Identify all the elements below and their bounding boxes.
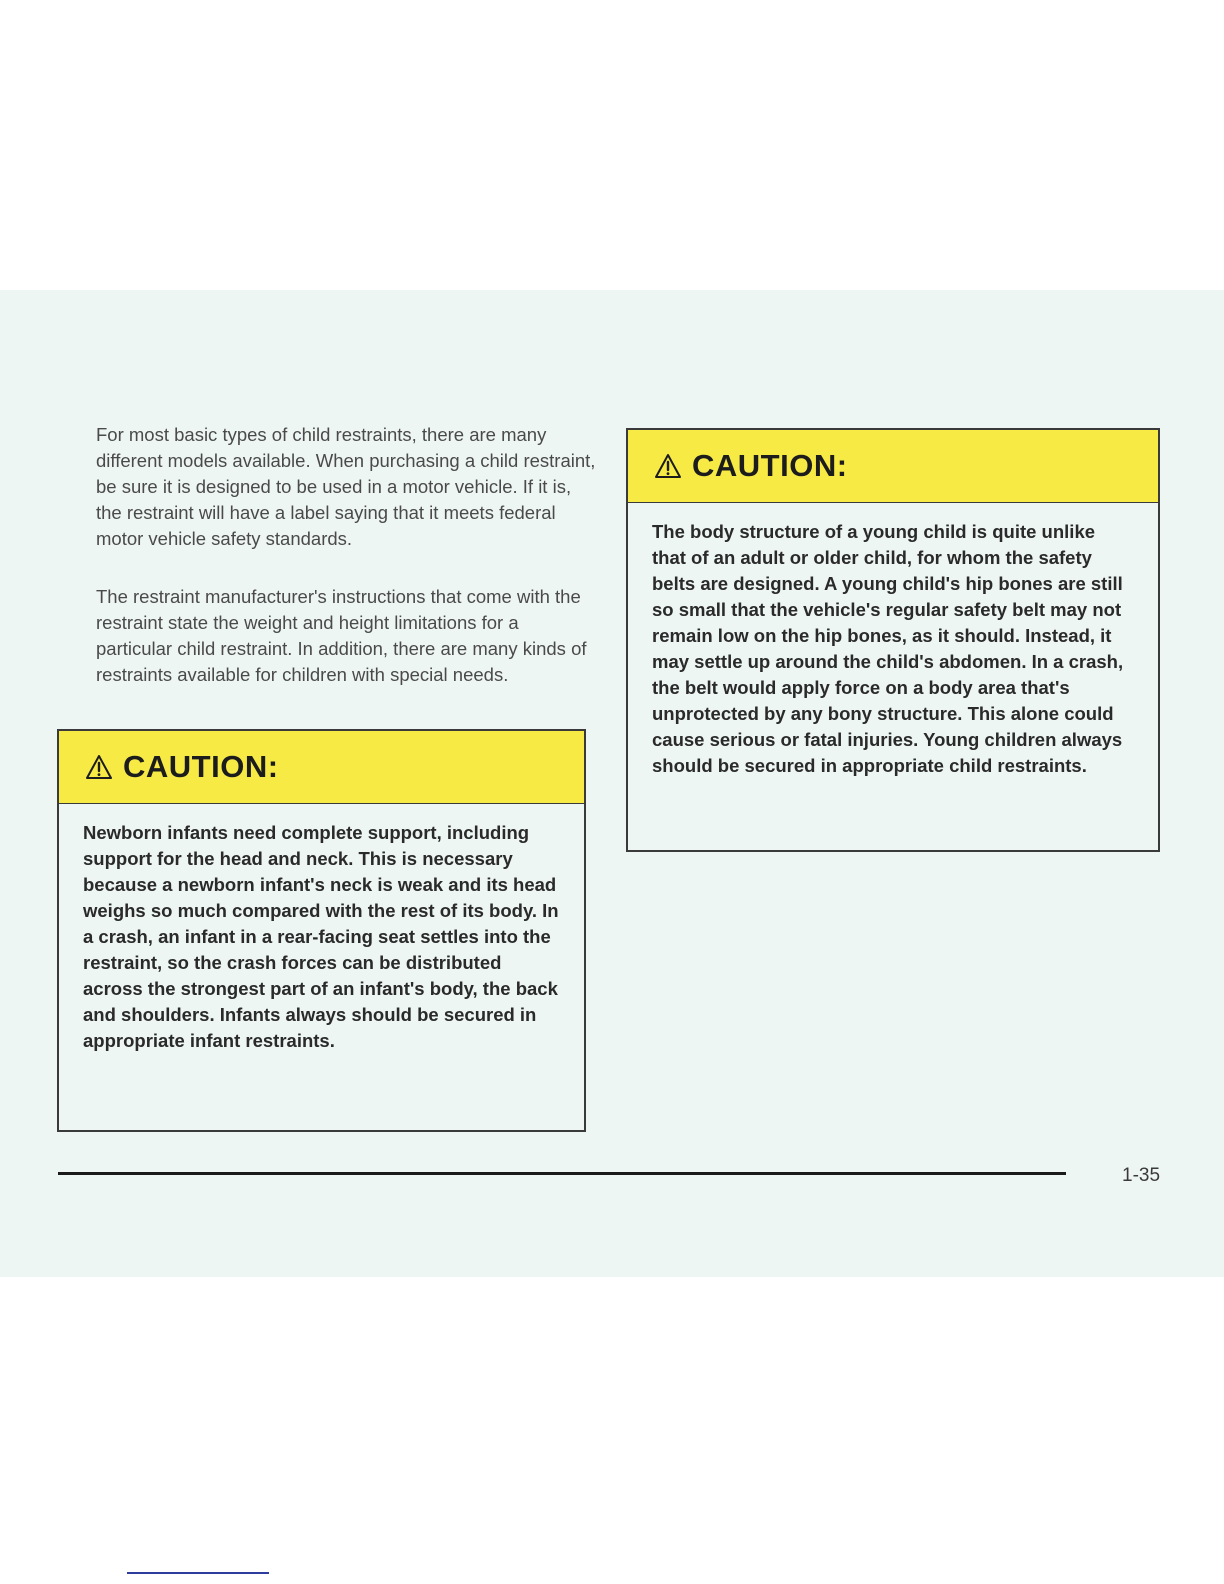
caution-text: The body structure of a young child is quite unlike that of an adult or older child, for whom the safety belts are designed. A young child's hip bones are still so small that the vehicle's regular safety belt may not remain low on the hip bones, as it should. Instead, it may settle up around the child's abdomen. In a crash, the belt would apply force on a body area that's unprotected by any bony structure. This alone could cause serious or fatal injuries. Young children always should be secured in appropriate child restraints. (652, 521, 1124, 776)
bottom-underline (127, 1572, 269, 1574)
page-number: 1-35 (1122, 1165, 1161, 1186)
intro-paragraph-1: For most basic types of child restraints, there are many different models available. When purchasing a child restraint, be sure it is designed to be used in a motor vehicle. If it is, the restraint will have a label saying that it meets federal motor vehicle safety standards. (96, 424, 596, 549)
warning-triangle-icon (85, 754, 113, 780)
caution-header (628, 430, 1158, 503)
caution-header (59, 731, 584, 804)
caution-text: Newborn infants need complete support, including support for the head and neck. This is necessary because a newborn infant's neck is weak and its head weighs so much compared with the rest of its body. In a crash, an infant in a rear-facing seat settles into the restraint, so the crash forces can be distributed across the strongest part of an infant's body, the back and shoulders. Infants always should be secured in appropriate infant restraints. (83, 822, 559, 1051)
caution-title: CAUTION: (692, 448, 848, 483)
footer-rule (58, 1172, 1066, 1175)
warning-triangle-icon (654, 453, 682, 479)
caution-box-infants (57, 729, 586, 1132)
caution-title: CAUTION: (123, 749, 279, 784)
caution-box-young-child (626, 428, 1160, 852)
intro-paragraph-2: The restraint manufacturer's instructions that come with the restraint state the weight and height limitations for a particular child restraint. In addition, there are many kinds of restraints available for children with special needs. (96, 586, 587, 685)
